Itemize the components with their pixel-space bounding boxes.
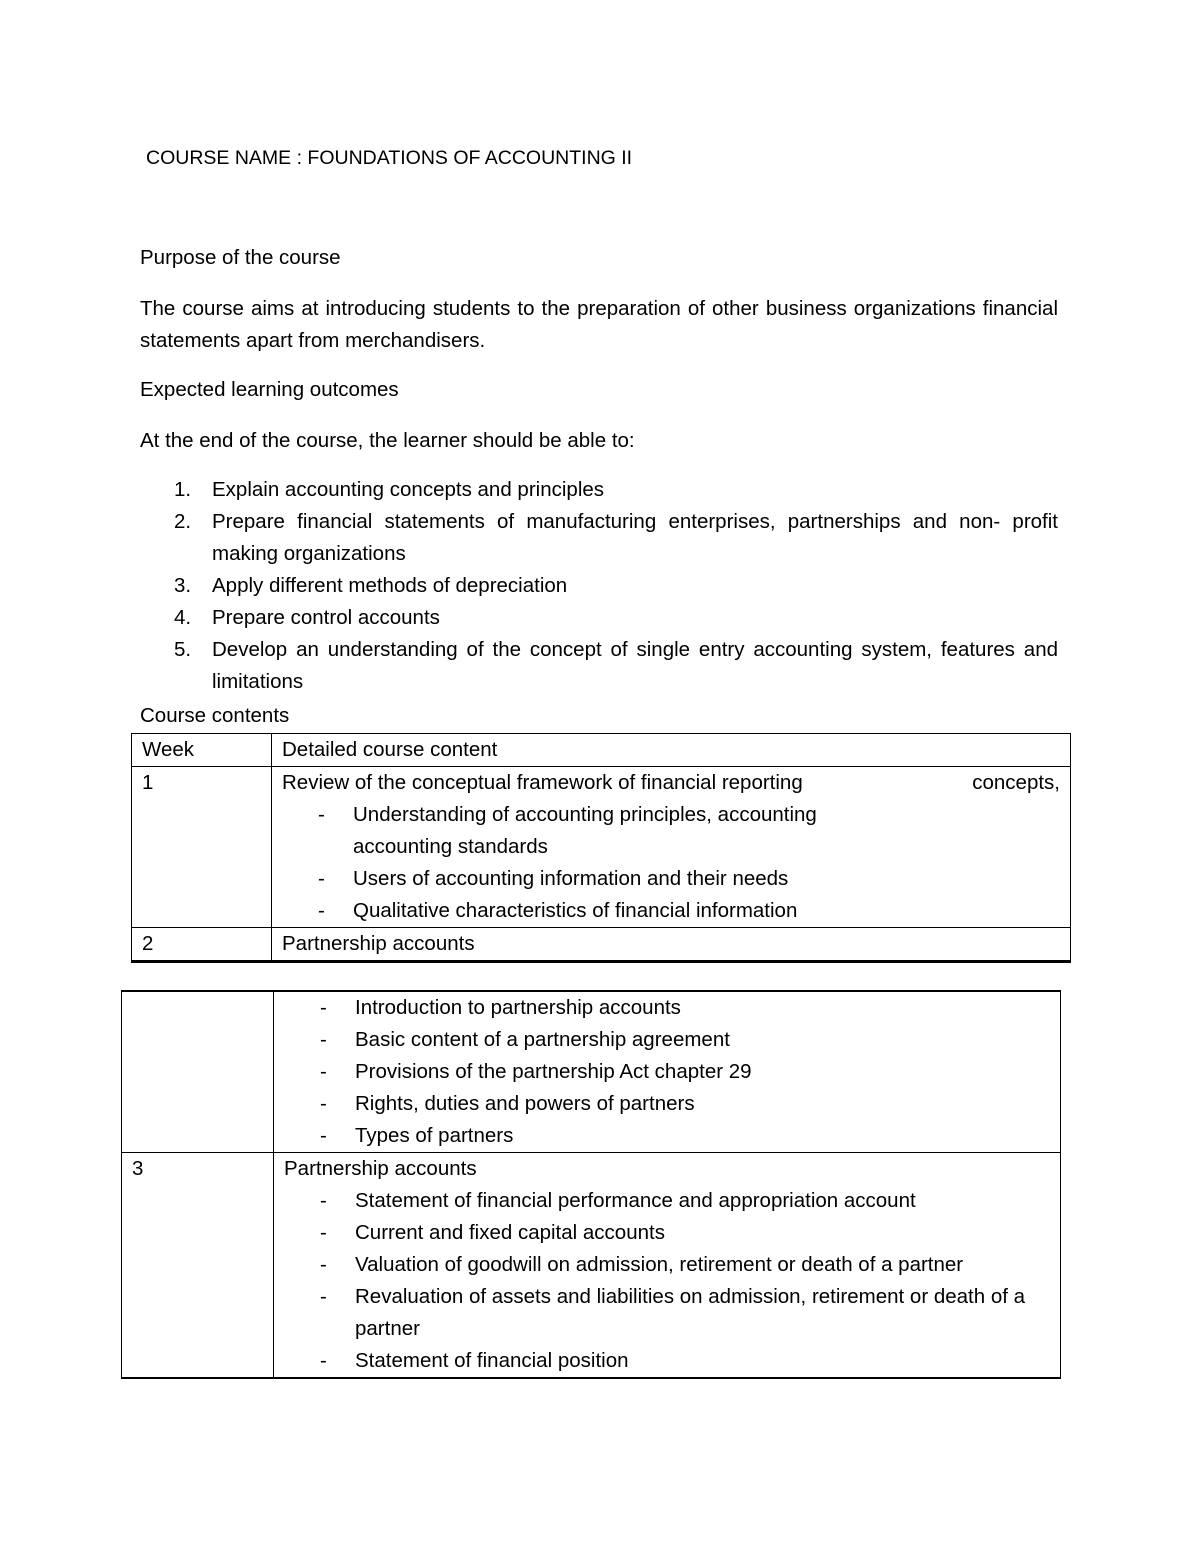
list-item-text: Statement of financial performance and appropriation account	[355, 1189, 916, 1212]
list-item-text: Rights, duties and powers of partners	[355, 1092, 695, 1115]
course-name: COURSE NAME : FOUNDATIONS OF ACCOUNTING II	[146, 147, 633, 169]
list-item	[284, 1249, 1050, 1281]
list-item-text: Types of partners	[355, 1124, 514, 1147]
content-cell	[272, 767, 1071, 928]
outcome-item	[140, 634, 1058, 698]
list-item	[284, 1281, 1050, 1345]
week-column-header: Week	[132, 734, 272, 767]
list-item-text: Introduction to partnership accounts	[355, 996, 681, 1019]
outcome-number: 4.	[174, 606, 192, 629]
course-contents-table	[131, 733, 1071, 963]
outcome-text: Prepare control accounts	[212, 606, 440, 629]
bullet-dash: -	[318, 867, 325, 890]
content-title-line	[282, 767, 1070, 799]
content-title: Review of the conceptual framework of financial reporting	[282, 771, 803, 794]
contents-heading: Course contents	[140, 704, 290, 727]
content-bullets	[284, 992, 1060, 1152]
outcomes-heading: Expected learning outcomes	[140, 378, 399, 401]
list-item	[284, 1088, 1060, 1120]
bullet-dash: -	[318, 803, 325, 826]
bullet-dash: -	[320, 1092, 327, 1115]
bullet-dash: -	[320, 996, 327, 1019]
list-item-text: Users of accounting information and their needs	[353, 867, 789, 890]
content-title: Partnership accounts	[284, 1157, 477, 1180]
list-item	[284, 1056, 1060, 1088]
bullet-dash: -	[320, 1189, 327, 1212]
outcome-text: Develop an understanding of the concept of single entry accounting system, features and limitations	[212, 638, 1058, 693]
list-item-text: Qualitative characteristics of financial information	[353, 899, 798, 922]
week-cell-empty	[122, 991, 274, 1153]
bullet-dash: -	[320, 1285, 327, 1308]
bullet-dash: -	[320, 1349, 327, 1372]
list-item	[282, 895, 870, 927]
content-bullets	[282, 799, 1070, 927]
content-column-header: Detailed course content	[272, 734, 1071, 767]
list-item-text: Understanding of accounting principles, accounting accounting standards	[353, 803, 817, 858]
list-item	[282, 799, 870, 863]
list-item	[284, 1217, 1050, 1249]
list-item-text: Valuation of goodwill on admission, retirement or death of a partner	[355, 1253, 964, 1276]
outcome-number: 5.	[174, 638, 192, 661]
list-item	[282, 863, 870, 895]
purpose-text: The course aims at introducing students to the preparation of other business organizations financial statements apart from merchandisers.	[140, 297, 1058, 352]
outcome-number: 2.	[174, 510, 192, 533]
list-item-text: Statement of financial position	[355, 1349, 629, 1372]
list-item-text: Current and fixed capital accounts	[355, 1221, 665, 1244]
outcome-number: 1.	[174, 478, 192, 501]
bullet-dash: -	[318, 899, 325, 922]
outcome-item	[140, 570, 1058, 602]
week-cell: 1	[132, 767, 272, 928]
outcome-text: Prepare financial statements of manufacturing enterprises, partnerships and non- profit making organizations	[212, 510, 1058, 565]
outcome-text: Apply different methods of depreciation	[212, 574, 568, 597]
outcome-item	[140, 506, 1058, 570]
bullet-dash: -	[320, 1124, 327, 1147]
outcome-item	[140, 602, 1058, 634]
list-item	[284, 1345, 1050, 1377]
course-contents-table-continued	[121, 990, 1061, 1379]
list-item-text: Basic content of a partnership agreement	[355, 1028, 730, 1051]
purpose-heading: Purpose of the course	[140, 246, 341, 269]
table-row	[122, 991, 1061, 1153]
outcome-number: 3.	[174, 574, 192, 597]
bullet-dash: -	[320, 1028, 327, 1051]
list-item-text: Provisions of the partnership Act chapter 29	[355, 1060, 752, 1083]
content-title-tail: concepts,	[972, 771, 1060, 794]
list-item	[284, 1024, 1060, 1056]
list-item	[284, 992, 1060, 1024]
content-title: Partnership accounts	[272, 928, 1071, 962]
table-row	[132, 767, 1071, 928]
week-cell: 2	[132, 928, 272, 962]
table-row	[132, 928, 1071, 962]
outcome-text: Explain accounting concepts and principles	[212, 478, 605, 501]
week-cell: 3	[122, 1153, 274, 1379]
outcome-item	[140, 474, 1058, 506]
content-bullets	[284, 1185, 1060, 1377]
list-item	[284, 1120, 1060, 1152]
content-cell	[274, 991, 1061, 1153]
table-row	[122, 1153, 1061, 1379]
bullet-dash: -	[320, 1060, 327, 1083]
bullet-dash: -	[320, 1253, 327, 1276]
list-item-text: Revaluation of assets and liabilities on admission, retirement or death of a partner	[355, 1285, 1026, 1340]
content-cell	[274, 1153, 1061, 1379]
outcomes-list	[140, 474, 1058, 698]
bullet-dash: -	[320, 1221, 327, 1244]
outcomes-intro: At the end of the course, the learner should be able to:	[140, 429, 635, 452]
table-header-row	[132, 734, 1071, 767]
list-item	[284, 1185, 1050, 1217]
